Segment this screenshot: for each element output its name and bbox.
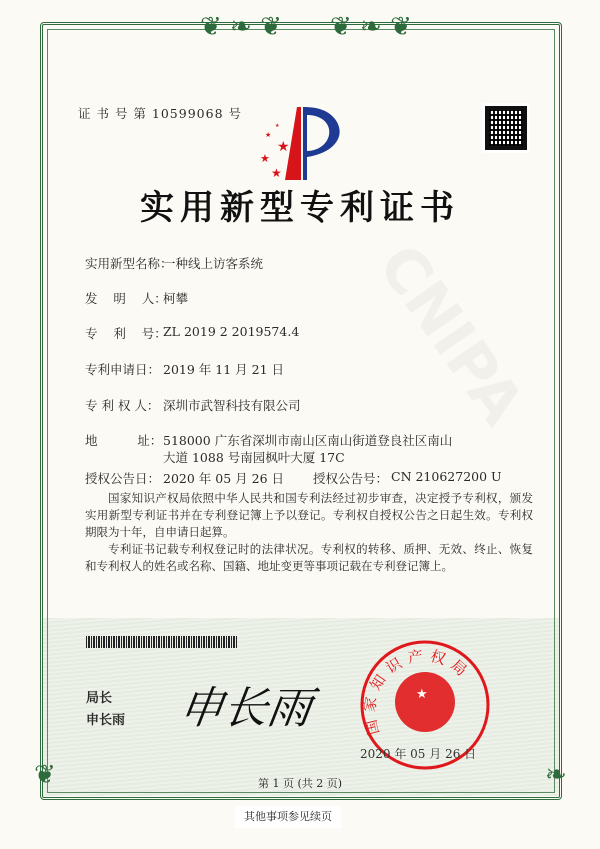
star-icon: ★ bbox=[271, 166, 282, 180]
field-inventor: 发 明 人： 柯攀 bbox=[85, 291, 189, 306]
director-title: 局长 bbox=[86, 691, 113, 706]
top-ornament-icon: ❦ ❧ ❦ bbox=[200, 12, 282, 42]
qr-code[interactable] bbox=[482, 103, 530, 153]
statement-paragraph: 专利证书记载专利权登记时的法律状况。专利权的转移、质押、无效、终止、恢复和专利权人的姓名或名称、国籍、地址变更等事项记载在专利登记簿上。 bbox=[85, 542, 533, 573]
director-block bbox=[86, 688, 125, 732]
field-patentee: 专 利 权 人： 深圳市武智科技有限公司 bbox=[85, 398, 301, 413]
footer-note: 其他事项参见续页 bbox=[235, 806, 341, 828]
national-emblem-icon bbox=[395, 672, 455, 732]
statement-paragraph: 国家知识产权局依照中华人民共和国专利法经过初步审查，决定授予专利权，颁发实用新型专利证书并在专利登记簿上予以登记。专利权自授权公告之日起生效。专利权期限为十年，自申请日起算。 bbox=[85, 491, 533, 539]
page-number: 第 1 页 (共 2 页) bbox=[257, 777, 343, 790]
corner-ornament-icon: ❦ bbox=[34, 760, 56, 790]
seal-text: 国家知识产权局 bbox=[360, 646, 475, 737]
star-icon: ★ bbox=[275, 123, 280, 129]
star-icon: ★ bbox=[277, 139, 290, 155]
top-ornament-icon: ❦ ❧ ❦ bbox=[330, 12, 412, 42]
page-title: 实用新型专利证书 bbox=[140, 188, 460, 228]
official-seal bbox=[358, 638, 492, 772]
seal-date: 2020 年 05 月 26 日 bbox=[360, 747, 477, 761]
signature: 申长雨 bbox=[175, 683, 315, 734]
field-address: 地 址： 518000 广东省深圳市南山区南山街道登良社区南山大道 1088 号南园枫叶大厦 17C bbox=[85, 433, 453, 465]
field-patent-number: 专 利 号： ZL 2019 2 2019574.4 bbox=[85, 324, 300, 341]
star-icon: ★ bbox=[265, 131, 272, 139]
certificate-number: 证 书 号 第 10599068 号 bbox=[78, 106, 242, 121]
field-application-date: 专利申请日： 2019 年 11 月 21 日 bbox=[85, 362, 284, 377]
director-name: 申长雨 bbox=[86, 713, 126, 728]
field-name: 实用新型名称： 一种线上访客系统 bbox=[85, 256, 264, 271]
cnipa-logo bbox=[255, 105, 350, 180]
star-icon: ★ bbox=[260, 152, 270, 165]
barcode bbox=[86, 636, 238, 648]
star-icon: ★ bbox=[416, 687, 428, 702]
field-grant-date: 授权公告日： 2020 年 05 月 26 日 授权公告号： CN 210627200 U bbox=[85, 469, 502, 486]
corner-ornament-icon: ❧ bbox=[545, 760, 567, 790]
logo-blue-p bbox=[303, 107, 340, 180]
statement bbox=[85, 490, 533, 575]
